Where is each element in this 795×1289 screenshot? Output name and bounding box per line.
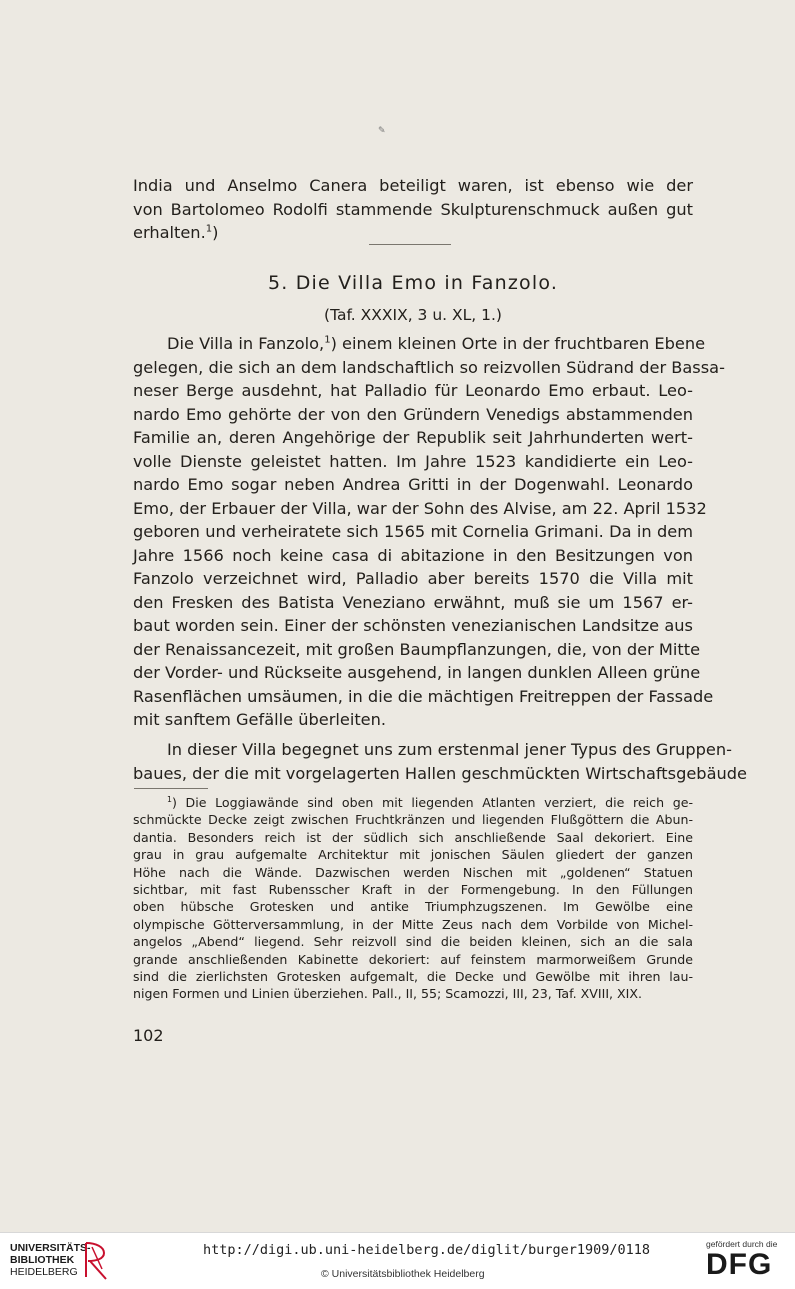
library-name-line2: BIBLIOTHEK [10,1254,75,1266]
footnote-line: $^1$) Die Loggiawände sind oben mit liegenden Atlanten verziert, die reich ge- [167,794,693,810]
footnote-ref: 1 [205,223,213,235]
footnote [133,794,693,1003]
text-line: der Renaissancezeit, mit großen Baumpflanzungen, die, von der Mitte [133,639,701,659]
footnote-line: sichtbar, mit fast Rubensscher Kraft in der Formengebung. In den Füllungen [133,881,693,897]
text-line: Familie an, deren Angehörige der Republik seit Jahrhunderten wert- [133,428,693,447]
footnote-line: oben hübsche Grotesken und antike Triumphzugszenen. Im Gewölbe eine [133,899,693,915]
text-line: mit sanftem Gefälle überleiten. [133,710,387,729]
library-emblem-icon [80,1239,112,1281]
footnote-line: nigen Formen und Linien überziehen. Pall., II, 55; Scamozzi, III, 23, Taf. XVIII, XIX. [133,986,643,1002]
footnote-line: Höhe nach die Wände. Dazwischen werden Nischen mit „goldenen“ Statuen [133,864,693,880]
dfg-logo[interactable] [706,1239,786,1281]
section-divider [369,244,451,245]
footnote-line: olympische Götterversammlung, in der Mitte Zeus nach dem Vorbilde von Michel- [133,916,693,932]
main-paragraph [133,332,725,732]
footnote-line: grande anschließenden Kabinette dekoriert: auf feinstem marmorweißem Grunde [133,951,693,967]
footnote-ref: 1 [324,334,331,346]
library-name-line1: UNIVERSITÄTS- [10,1242,91,1254]
copyright-notice: © Universitätsbibliothek Heidelberg [321,1268,485,1280]
second-paragraph [133,738,747,785]
text-line: Jahre 1566 noch keine casa di abitazione in den Besitzungen von [133,545,693,565]
text-line: Rasenflächen umsäumen, in die die mächtigen Freitreppen der Fassade [133,686,714,706]
footnote-line: sind die zierlichsten Grotesken aufgemalt, die Decke und Gewölbe mit ihren lau- [133,968,693,984]
footnote-line: angelos „Abend“ liegend. Sehr reizvoll sind die beiden kleinen, sich an die sala [133,934,693,950]
text-line: baut worden sein. Einer der schönsten venezianischen Landsitze aus [133,616,693,635]
intro-paragraph [133,174,693,245]
text-line: nardo Emo gehörte der von den Gründern Venedigs abstammenden [133,404,693,424]
footnote-line: grau in grau aufgemalte Architektur mit jonischen Säulen gliedert der ganzen [133,847,693,863]
text-line: Fanzolo verzeichnet wird, Palladio aber bereits 1570 die Villa mit [133,569,693,588]
text-line: von Bartolomeo Rodolfi stammende Skulpturenschmuck außen gut [133,199,693,219]
funder-name: DFG [706,1248,773,1281]
scan-speck: ✎ [378,126,386,136]
plate-reference: (Taf. XXXIX, 3 u. XL, 1.) [324,306,502,324]
text-line: erhalten.$^1$) [133,223,219,242]
text-line: neser Berge ausdehnt, hat Palladio für Leonardo Emo erbaut. Leo- [133,381,693,400]
text-line: baues, der die mit vorgelagerten Hallen geschmückten Wirtschaftsgebäude [133,763,747,783]
section-heading: 5. Die Villa Emo in Fanzolo. [267,272,559,294]
footnote-line: dantia. Besonders reich ist der südlich sich anschließende Saal dekoriert. Eine [133,829,693,845]
text-line: geboren und verheiratete sich 1565 mit Cornelia Grimani. Da in dem [133,522,693,541]
page-number: 102 [133,1026,164,1045]
text-line: nardo Emo sogar neben Andrea Gritti in der Dogenwahl. Leonardo [133,475,693,494]
text-line: Die Villa in Fanzolo,$^1$) einem kleinen Orte in der fruchtbaren Ebene [167,334,706,353]
viewer-footer [0,1232,795,1289]
footnote-divider [134,788,208,789]
footnote-mark: 1 [167,794,172,804]
page-permalink[interactable]: http://digi.ub.uni-heidelberg.de/diglit/burger1909/0118 [203,1242,651,1258]
text-line: Emo, der Erbauer der Villa, war der Sohn des Alvise, am 22. April 1532 [133,498,707,518]
footnote-line: schmückte Decke zeigt zwischen Fruchtkränzen und liegenden Flußgöttern die Abun- [133,812,693,828]
text-line: volle Dienste geleistet hatten. Im Jahre 1523 kandidierte ein Leo- [133,451,693,471]
text-line: den Fresken des Batista Veneziano erwähnt, muß sie um 1567 er- [133,592,693,612]
text-line: In dieser Villa begegnet uns zum erstenmal jener Typus des Gruppen- [167,740,732,759]
funding-label: gefördert durch die [706,1239,778,1249]
text-line: gelegen, die sich an dem landschaftlich so reizvollen Südrand der Bassa- [133,357,725,377]
text-line: der Vorder- und Rückseite ausgehend, in langen dunklen Alleen grüne [133,663,701,682]
library-logo[interactable] [10,1242,91,1278]
library-name-line3: HEIDELBERG [10,1266,78,1278]
text-line: India und Anselmo Canera beteiligt waren, ist ebenso wie der [133,176,693,195]
